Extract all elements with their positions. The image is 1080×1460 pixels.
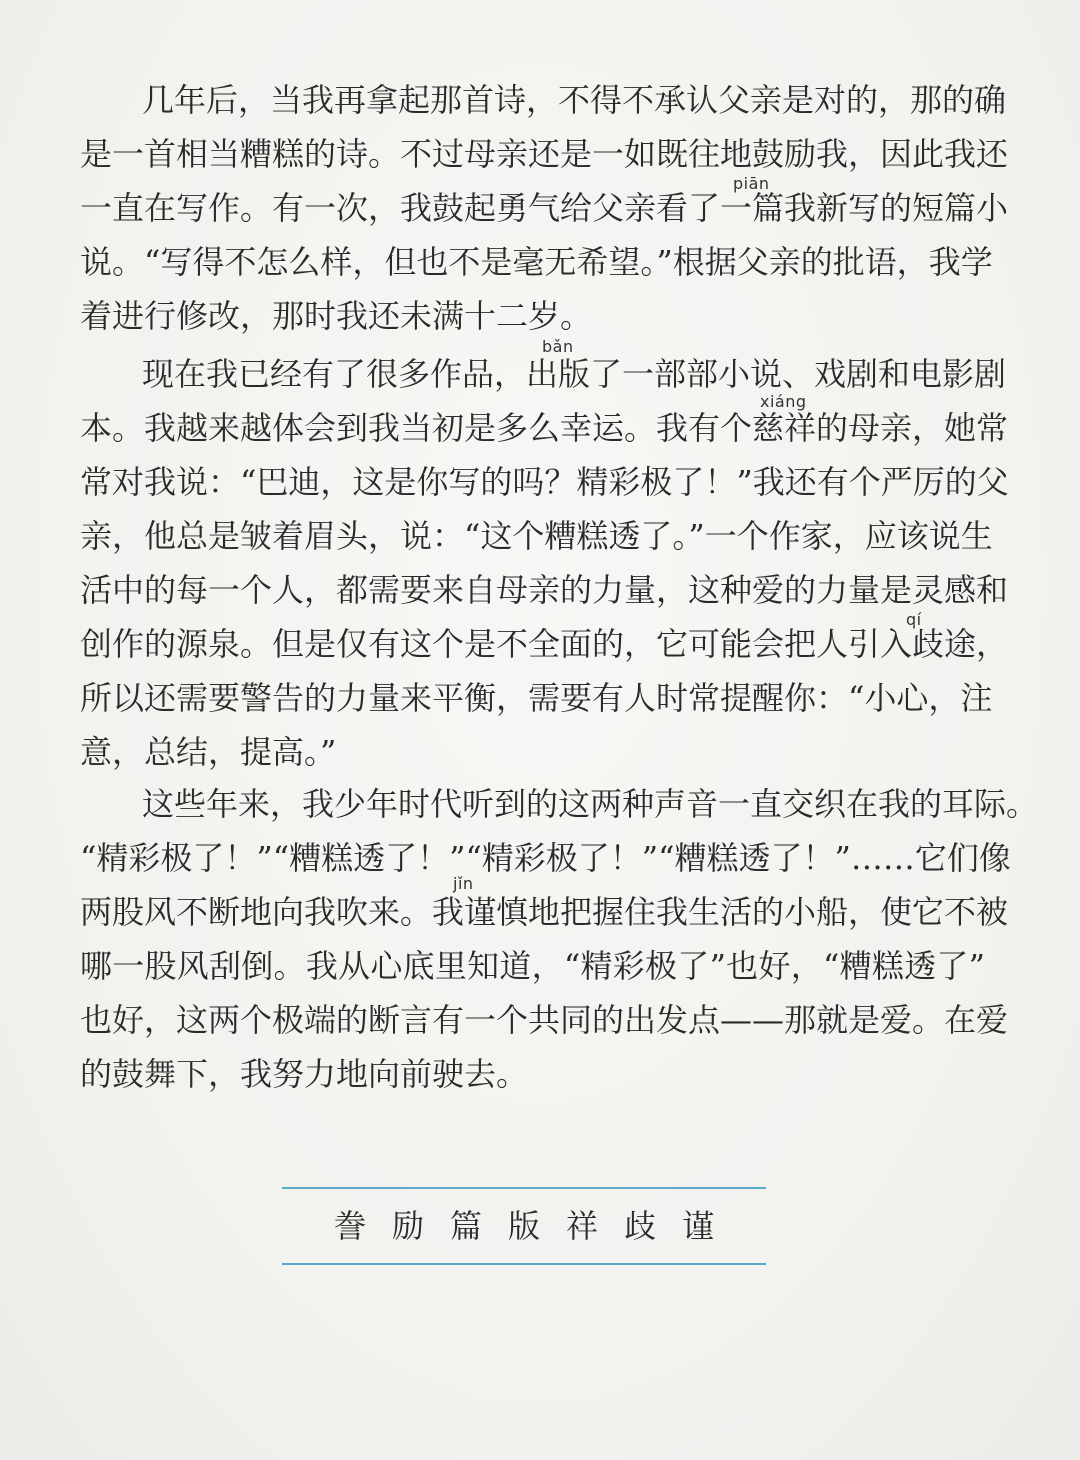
text-line: 两股风不断地向我吹来。我谨慎地把握住我生活的小船，使它不被	[80, 893, 1009, 931]
text-line: 本。我越来越体会到我当初是多么幸运。我有个慈祥的母亲，她常	[80, 409, 1009, 447]
text-line: 活中的每一个人，都需要来自母亲的力量，这种爱的力量是灵感和	[80, 571, 1009, 609]
text-line: 说。“写得不怎么样，但也不是毫无希望。”根据父亲的批语，我学	[80, 243, 993, 281]
text-line: 意，总结，提高。”	[80, 733, 337, 771]
vocab-char: 励	[391, 1207, 424, 1245]
vocab-char: 版	[507, 1207, 540, 1245]
vocab-box	[282, 1187, 766, 1265]
pinyin-ban: bǎn	[542, 337, 574, 356]
text-line: 这些年来，我少年时代听到的这两种声音一直交织在我的耳际。	[142, 785, 1039, 823]
text-line: 哪一股风刮倒。我从心底里知道，“精彩极了”也好，“糟糕透了”	[80, 947, 985, 985]
vocab-char: 谨	[682, 1207, 715, 1245]
text-line: 一直在写作。有一次，我鼓起勇气给父亲看了一篇我新写的短篇小	[80, 189, 1009, 227]
vocab-words	[282, 1207, 766, 1245]
vocab-bottom-rule	[282, 1263, 766, 1265]
text-line: 是一首相当糟糕的诗。不过母亲还是一如既往地鼓励我，因此我还	[80, 135, 1009, 173]
vocab-char: 祥	[566, 1207, 599, 1245]
text-line: 创作的源泉。但是仅有这个是不全面的，它可能会把人引入歧途，	[80, 625, 1009, 663]
text-line: 所以还需要警告的力量来平衡，需要有人时常提醒你：“小心，注	[80, 679, 993, 717]
text-line: 现在我已经有了很多作品，出版了一部部小说、戏剧和电影剧	[142, 355, 1007, 393]
text-line: 常对我说：“巴迪，这是你写的吗？精彩极了！”我还有个严厉的父	[80, 463, 1009, 501]
pinyin-xiang: xiáng	[760, 392, 807, 411]
text-line: 的鼓舞下，我努力地向前驶去。	[80, 1055, 529, 1093]
text-line: 几年后，当我再拿起那首诗，不得不承认父亲是对的，那的确	[142, 81, 1007, 119]
text-line: “精彩极了！”“糟糕透了！”“精彩极了！”“糟糕透了！”……它们像	[80, 839, 1011, 877]
vocab-top-rule	[282, 1187, 766, 1189]
text-line: 也好，这两个极端的断言有一个共同的出发点——那就是爱。在爱	[80, 1001, 1009, 1039]
vocab-char: 歧	[624, 1207, 657, 1245]
pinyin-jin: jǐn	[453, 874, 474, 893]
vocab-char: 篇	[449, 1207, 482, 1245]
vocab-char: 誊	[333, 1207, 366, 1245]
pinyin-qi: qí	[906, 610, 922, 629]
pinyin-pian: piān	[733, 174, 770, 193]
text-line: 亲，他总是皱着眉头，说：“这个糟糕透了。”一个作家，应该说生	[80, 517, 993, 555]
text-line: 着进行修改，那时我还未满十二岁。	[80, 297, 593, 335]
